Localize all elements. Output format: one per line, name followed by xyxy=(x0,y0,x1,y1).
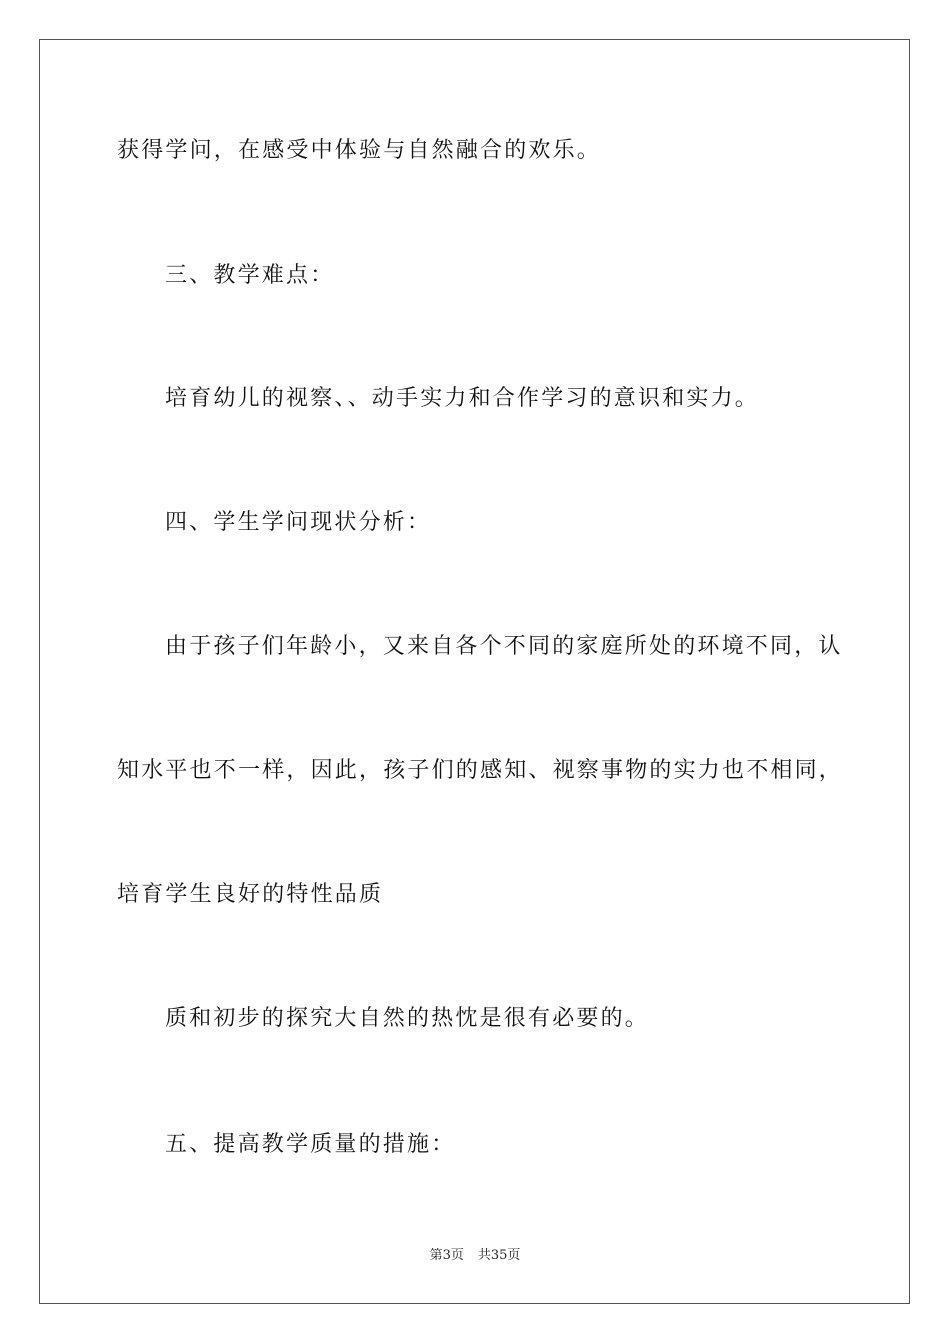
body-text-line: 培育幼儿的视察、、动手实力和合作学习的意识和实力。 xyxy=(165,386,760,411)
page-footer xyxy=(0,1247,950,1265)
body-text-line: 由于孩子们年龄小，又来自各个不同的家庭所处的环境不同，认 xyxy=(165,634,843,659)
page-number: 第3页 xyxy=(429,1248,464,1263)
body-text-line: 培育学生良好的特性品质 xyxy=(117,882,384,907)
section-heading-difficulty: 三、教学难点： xyxy=(165,263,335,288)
body-text-line: 获得学问，在感受中体验与自然融合的欢乐。 xyxy=(117,138,602,163)
body-text-line: 质和初步的探究大自然的热忱是很有必要的。 xyxy=(165,1006,650,1031)
page-border xyxy=(39,39,910,1304)
section-heading-measures: 五、提高教学质量的措施： xyxy=(165,1132,456,1157)
page-total: 共35页 xyxy=(477,1248,521,1263)
body-text-line: 知水平也不一样，因此，孩子们的感知、视察事物的实力也不相同， xyxy=(117,758,844,783)
section-heading-analysis: 四、学生学问现状分析： xyxy=(165,510,432,535)
